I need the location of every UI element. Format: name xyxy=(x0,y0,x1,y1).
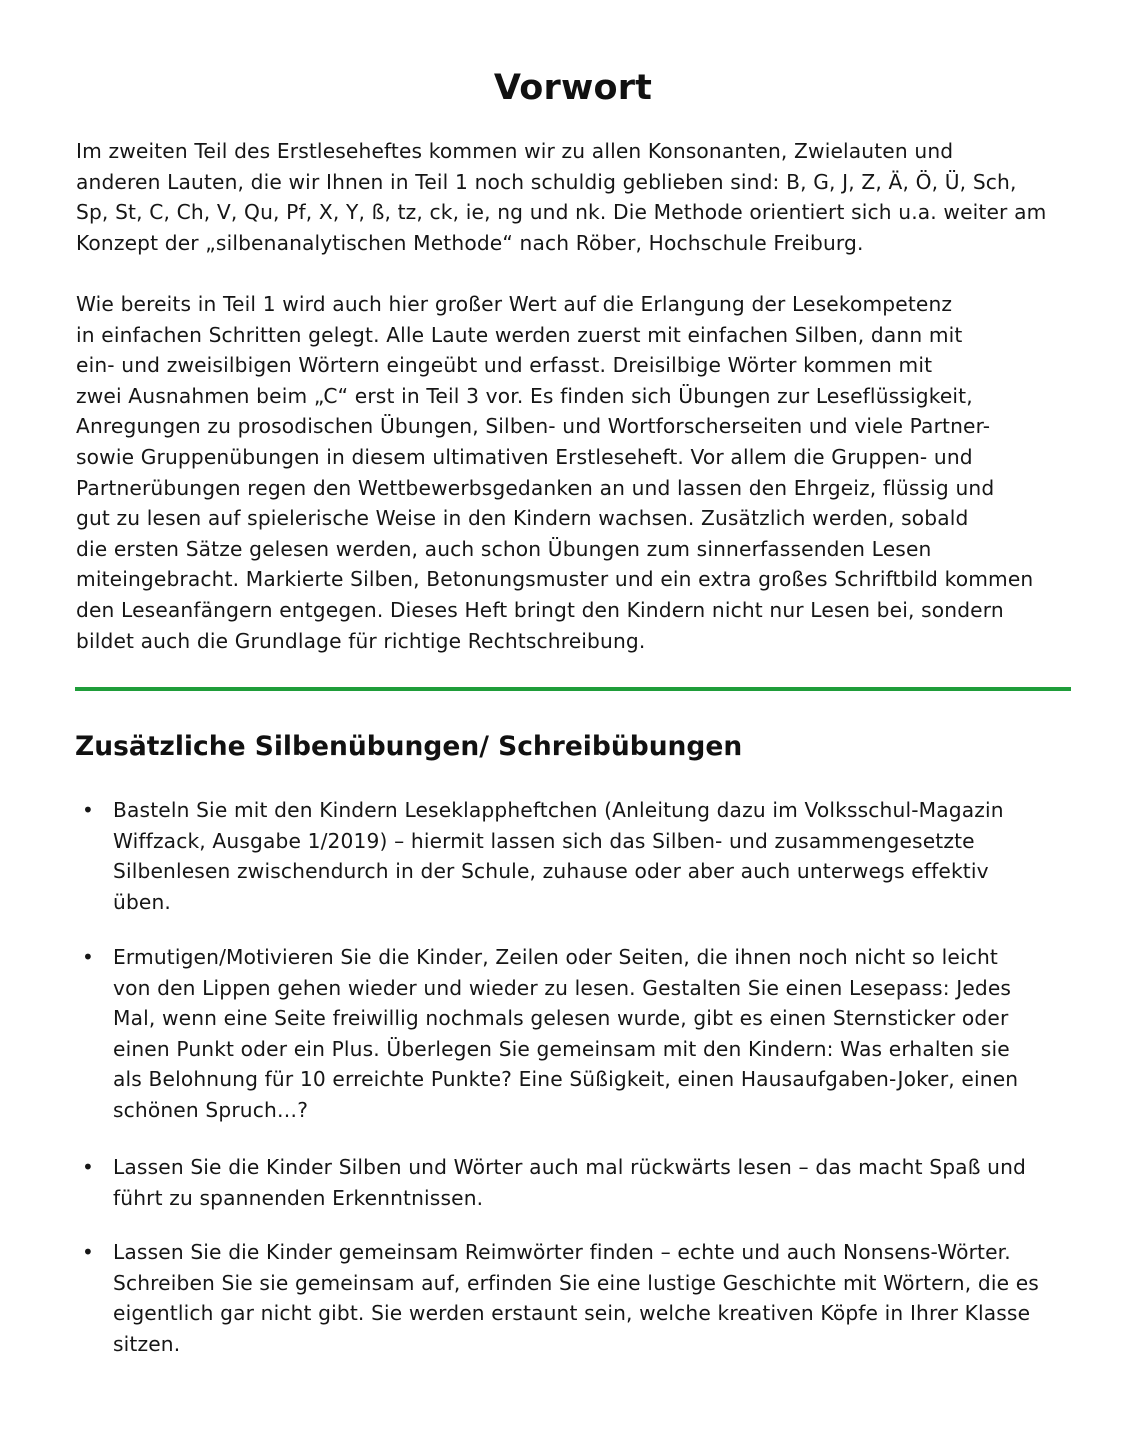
text-line: Ermutigen/Motivieren Sie die Kinder, Zeilen oder Seiten, die ihnen noch nicht so leicht xyxy=(113,945,998,969)
text-line: miteingebracht. Markierte Silben, Betonungsmuster und ein extra großes Schriftbild kommen xyxy=(76,567,1034,592)
list-item-text xyxy=(113,1152,1093,1213)
list-item-text xyxy=(113,942,1093,1126)
bullet-icon: • xyxy=(82,1240,94,1264)
text-line: üben. xyxy=(113,889,171,914)
text-line: Schreiben Sie sie gemeinsam auf, erfinden Sie eine lustige Geschichte mit Wörtern, die es xyxy=(113,1270,1039,1295)
text-line: bildet auch die Grundlage für richtige Rechtschreibung. xyxy=(76,628,646,653)
list-item-text xyxy=(113,795,1093,917)
text-line: Silbenlesen zwischendurch in der Schule, zuhause oder aber auch unterwegs effektiv xyxy=(113,859,989,884)
text-line: Lassen Sie die Kinder Silben und Wörter auch mal rückwärts lesen – das macht Spaß und xyxy=(113,1155,1026,1179)
section-divider xyxy=(75,687,1071,691)
text-line: sowie Gruppenübungen in diesem ultimativen Erstleseheft. Vor allem die Gruppen- und xyxy=(76,444,973,469)
bullet-icon: • xyxy=(82,945,94,969)
intro-paragraph-2 xyxy=(76,289,1086,656)
text-line: Im zweiten Teil des Erstleseheftes kommen wir zu allen Konsonanten, Zwielauten und xyxy=(76,139,954,163)
bullet-icon: • xyxy=(82,1155,94,1179)
text-line: Mal, wenn eine Seite freiwillig nochmals gelesen wurde, gibt es einen Sternsticker oder xyxy=(113,1006,1009,1031)
text-line: sitzen. xyxy=(113,1331,181,1356)
text-line: eigentlich gar nicht gibt. Sie werden erstaunt sein, welche kreativen Köpfe in Ihrer Klasse xyxy=(113,1301,1031,1326)
text-line: einen Punkt oder ein Plus. Überlegen Sie gemeinsam mit den Kindern: Was erhalten sie xyxy=(113,1036,1010,1061)
text-line: Konzept der „silbenanalytischen Methode“ nach Röber, Hochschule Freiburg. xyxy=(76,230,864,255)
text-line: als Belohnung für 10 erreichte Punkte? Eine Süßigkeit, einen Hausaufgaben-Joker, einen xyxy=(113,1067,1019,1092)
text-line: zwei Ausnahmen beim „C“ erst in Teil 3 vor. Es finden sich Übungen zur Leseflüssigkeit, xyxy=(76,383,973,408)
text-line: Sp, St, C, Ch, V, Qu, Pf, X, Y, ß, tz, ck, ie, ng und nk. Die Methode orientiert sich u.a. weiter am xyxy=(76,200,1047,225)
list-item-text xyxy=(113,1237,1093,1359)
text-line: den Leseanfängern entgegen. Dieses Heft bringt den Kindern nicht nur Lesen bei, sondern xyxy=(76,597,1004,622)
text-line: Partnerübungen regen den Wettbewerbsgedanken an und lassen den Ehrgeiz, flüssig und xyxy=(76,475,995,500)
text-line: von den Lippen gehen wieder und wieder zu lesen. Gestalten Sie einen Lesepass: Jedes xyxy=(113,975,1012,1000)
text-line: Basteln Sie mit den Kindern Leseklappheftchen (Anleitung dazu im Volksschul-Magazin xyxy=(113,798,1004,822)
text-line: Lassen Sie die Kinder gemeinsam Reimwörter finden – echte und auch Nonsens-Wörter. xyxy=(113,1240,1011,1264)
intro-paragraph-1 xyxy=(76,136,1086,258)
text-line: schönen Spruch…? xyxy=(113,1097,309,1122)
text-line: anderen Lauten, die wir Ihnen in Teil 1 noch schuldig geblieben sind: B, G, J, Z, Ä, Ö, Ü, Sch, xyxy=(76,169,1017,194)
section-heading: Zusätzliche Silbenübungen/ Schreibübungen xyxy=(75,731,743,762)
bullet-icon: • xyxy=(82,798,94,822)
text-line: in einfachen Schritten gelegt. Alle Laute werden zuerst mit einfachen Silben, dann mit xyxy=(76,322,963,347)
text-line: Anregungen zu prosodischen Übungen, Silben- und Wortforscherseiten und viele Partner- xyxy=(76,414,991,439)
text-line: Wiffzack, Ausgabe 1/2019) – hiermit lassen sich das Silben- und zusammengesetzte xyxy=(113,828,975,853)
text-line: die ersten Sätze gelesen werden, auch schon Übungen zum sinnerfassenden Lesen xyxy=(76,536,932,561)
text-line: Wie bereits in Teil 1 wird auch hier großer Wert auf die Erlangung der Lesekompetenz xyxy=(76,292,953,316)
text-line: führt zu spannenden Erkenntnissen. xyxy=(113,1185,484,1210)
page-title: Vorwort xyxy=(493,68,653,108)
text-line: gut zu lesen auf spielerische Weise in den Kindern wachsen. Zusätzlich werden, sobald xyxy=(76,506,969,531)
text-line: ein- und zweisilbigen Wörtern eingeübt und erfasst. Dreisilbige Wörter kommen mit xyxy=(76,353,933,378)
